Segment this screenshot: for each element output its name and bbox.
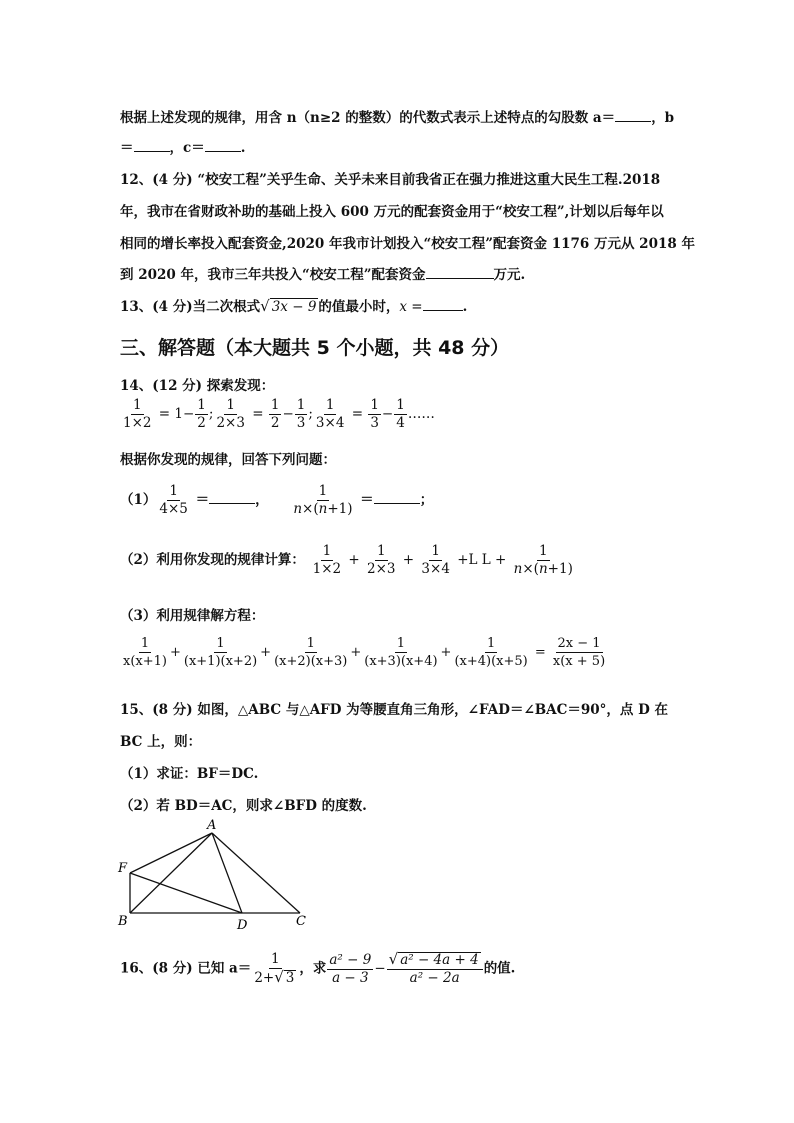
segment-ac: [212, 833, 300, 913]
q11-eq-sign: ＝: [120, 140, 134, 156]
q15-line1: 15、(8 分) 如图，△ABC 与△AFD 为等腰直角三角形，∠FAD＝∠BAC＝90°，点 D 在: [120, 702, 669, 718]
q13-x-label: x =: [399, 299, 423, 315]
q13-radicand: 3x − 9: [271, 299, 317, 315]
q13-prefix: 13、(4 分)当二次根式: [120, 299, 261, 315]
q13-suffix: .: [462, 299, 468, 315]
q14-part2: （2）利用你发现的规律计算： $\frac{1}{1\times 2}$ + $\frac{1}{2\times 3}$ + $\frac{1}{3\times 4}$ +L L + $\frac{1}{n\times(n+1)}$: [120, 543, 573, 577]
answer-blank-14-1a[interactable]: [209, 489, 255, 504]
q11-text-b: ，b: [651, 110, 675, 126]
q14-part1-end: ；: [419, 492, 434, 508]
q14-part2-ellipsis: L L: [468, 552, 491, 568]
q11-line2: [120, 136, 245, 156]
q16-minus: −: [374, 960, 386, 977]
q14-title: 14、(12 分) 探索发现：: [120, 378, 275, 394]
q15-part2: （2）若 BD＝AC，则求∠BFD 的度数.: [120, 798, 367, 814]
label-f: F: [118, 861, 128, 876]
q16-suffix: 的值.: [483, 960, 516, 977]
answer-blank-q13[interactable]: [423, 296, 463, 311]
q11-period: .: [240, 140, 246, 156]
label-a: A: [207, 818, 217, 833]
segment-fa: [130, 833, 212, 873]
q16-a-numerator: 1: [271, 951, 280, 967]
q11-text-a: 根据上述发现的规律，用含 n（n≥2 的整数）的代数式表示上述特点的勾股数 a＝: [120, 110, 616, 126]
triangle-figure: [110, 815, 320, 935]
q16-t2-den: a² − 2a: [409, 970, 460, 986]
answer-blank-14-1b[interactable]: [374, 489, 420, 504]
q12-line3: 相同的增长率投入配套资金,2020 年我市计划投入“校安工程”配套资金 1176 万元从 2018 年: [120, 236, 695, 252]
q12-line4: [120, 263, 525, 283]
eq-rhs-denominator: x(x + 5): [552, 654, 606, 669]
q16-t1-den: a − 3: [332, 969, 369, 986]
q14-part1: （1） $\frac{1}{4\times 5}$ ＝ ， $\frac{1}{n\times(n+1)}$ ＝ ；: [120, 483, 434, 517]
q16-t1-num: a² − 9: [329, 951, 372, 968]
q11-c-label: ，c＝: [169, 140, 205, 156]
answer-blank-q12[interactable]: [426, 264, 494, 279]
q13-line: [120, 295, 467, 315]
q16-a-den-prefix: 2+: [254, 970, 275, 986]
q13-radical: √ 3x − 9: [260, 297, 317, 315]
q14-part2-label: （2）利用你发现的规律计算：: [120, 552, 305, 568]
answer-blank-a[interactable]: [615, 107, 651, 122]
label-d: D: [237, 918, 248, 933]
q16-a-radicand: 3: [285, 970, 295, 986]
q11-line1: [120, 106, 674, 126]
q16-line: 16、(8 分) 已知 a＝ $\frac{1}{2+√ 3}$ ，求 $\frac{\text{a² − 9}}{a - 3}$ − $\frac{\text{√ a² − 4a + 4}}{\text{a² − 2a}}$ 的值.: [120, 950, 516, 986]
q14-part1-label: （1）: [120, 492, 157, 508]
q15-part1: （1）求证：BF＝DC.: [120, 766, 259, 782]
q14-instruction: 根据你发现的规律，回答下列问题：: [120, 452, 336, 468]
q15-line2: BC 上，则：: [120, 734, 202, 750]
segment-ad: [212, 833, 242, 913]
label-b: B: [118, 914, 128, 929]
eq-rhs-numerator: 2x − 1: [557, 636, 601, 651]
segment-ba: [130, 833, 212, 913]
answer-blank-c[interactable]: [205, 137, 241, 152]
section-heading: 三、解答题（本大题共 5 个小题，共 48 分）: [120, 337, 510, 359]
q12-line2: 年，我市在省财政补助的基础上投入 600 万元的配套资金用于“校安工程”,计划以后每年以: [120, 204, 664, 220]
label-c: C: [296, 914, 306, 929]
q14-equation: $\frac{1}{x(x+1)}$ + $\frac{1}{(x+1)(x+2)}$ + $\frac{1}{(x+2)(x+3)}$ + $\frac{1}{(x+3)(x+4)}$ + $\frac{1}{(x+4)(x+5)}$ = $\frac{2x - 1}{x(x + 5)}$: [123, 636, 606, 669]
q16-prefix: 16、(8 分) 已知 a＝: [120, 960, 252, 977]
q12-unit: 万元.: [493, 267, 526, 283]
q16-t2-radicand: a² − 4a + 4: [400, 952, 479, 968]
q12-line1: 12、(4 分) “校安工程”关乎生命、关乎未来目前我省正在强力推进这重大民生工程.2018: [120, 172, 661, 188]
q14-ellipsis: ……: [407, 406, 435, 422]
q13-middle: 的值最小时，: [318, 299, 400, 315]
q12-line4-text: 到 2020 年，我市三年共投入“校安工程”配套资金: [120, 267, 426, 283]
q16-mid: ，求: [299, 960, 327, 977]
segment-fd: [130, 873, 242, 913]
q14-part3-label: （3）利用规律解方程：: [120, 608, 265, 624]
answer-blank-b[interactable]: [134, 137, 170, 152]
q14-examples: $\frac{1}{1\times 2}$ = 1− $\frac{1}{2}$ ; $\frac{1}{2\times 3}$ = $\frac{1}{2}$ − $\frac{1}{3}$ ; $\frac{1}{3\times 4}$ = $\frac{1}{3}$ − $\frac{1}{4}$ ……: [123, 397, 435, 431]
